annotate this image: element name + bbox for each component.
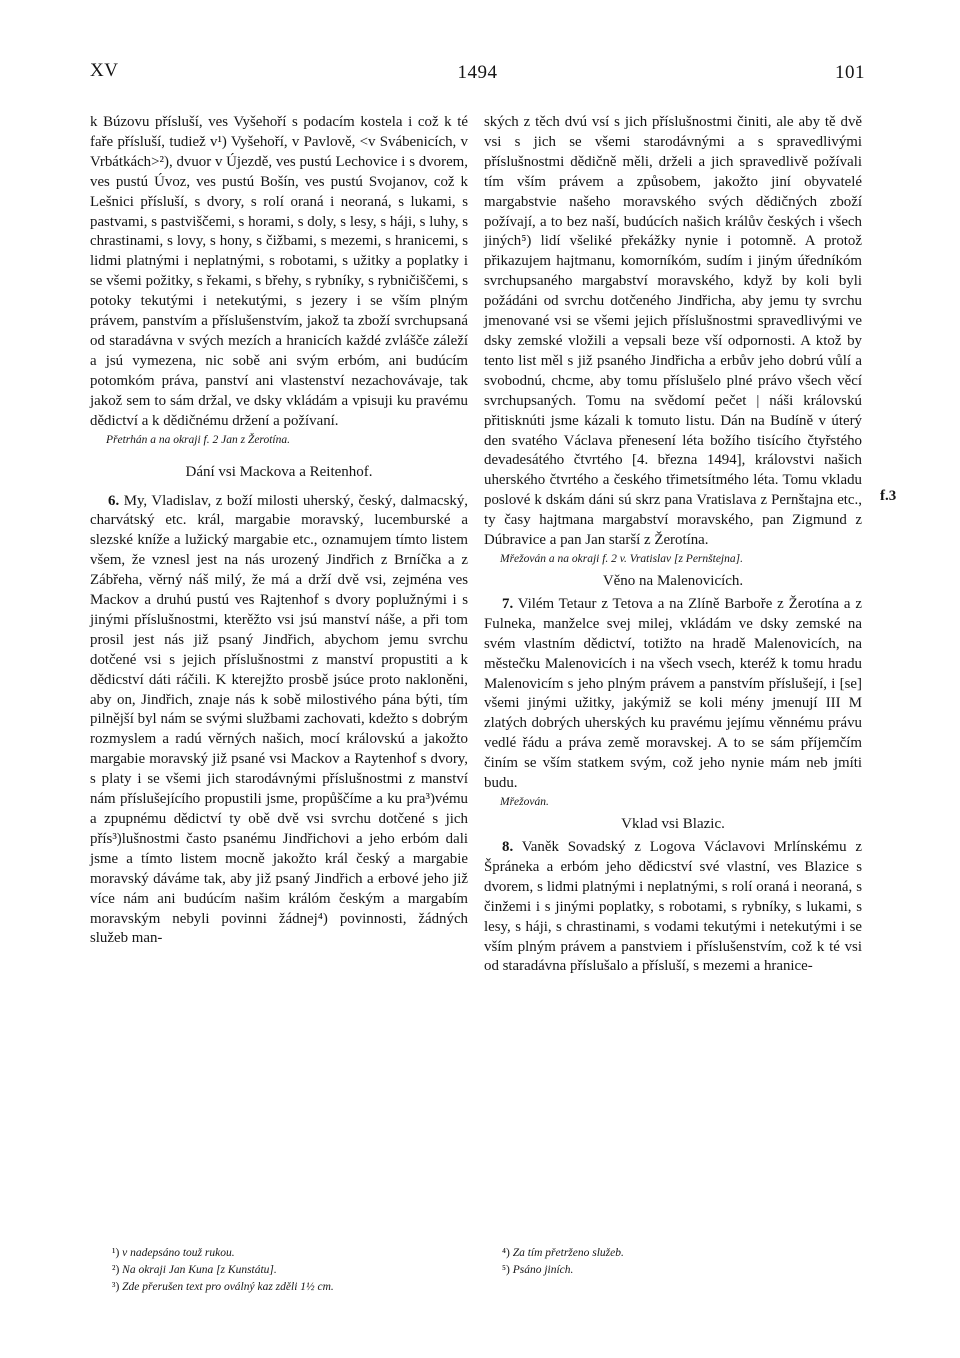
entry-7-heading: Věno na Malenovicích. <box>602 572 744 589</box>
footnotes-right <box>502 1245 862 1279</box>
entry-6-heading: Dání vsi Mackova a Reitenhof. <box>185 463 373 480</box>
footnote-1: ¹) v nadepsáno touž rukou. <box>112 1247 235 1259</box>
entry-5-continuation: k Búzovu přísluší, ves Vyšehoří s podacím kostela i což k té faře přísluší, tudiež v¹) Vyšehoří, v Pavlově, <v Svábenicích, v Vrbátkách>²), dvuor v Újezdě, ves pustú Lechovice i s dvorem, ves pustú Úvoz, ves pustú Bošín, ves pustú Svojanov, což k Lešnici přísluší, s dvory, s rolí oraná i neoraná, s lukami, s pastvami, s pastviščemi, s horami, s doly, s lesy, s háji, s luhy, s chrastinami, s lovy, s hony, s čižbami, s mezemi, s hranicemi, s lidmi platnými i neplatnými, s robotami, s užitky a poplatky i se všemi požitky, s řekami, s břehy, s rybníky, s rybničiščemi, s potoky tekutými i netekutými, s jezery i se vším plným právem, panstvím a příslušenstvím, jakož ta zboží svrchupsaná od staradávna v svých mezích a hranicích každé zvlášče záleží a jsú vymezena, nic sobě ani svým erbóm, ani budúcím potomkóm práva, panství ani vlastenství nezachovávaje, tak jakož sem to sám držal, ve dsky vkládám a vpisuji ku pravému dědictví a k dědičnému držení a požívaní. <box>90 114 468 429</box>
footnotes-left <box>112 1245 472 1296</box>
entry-6-body: My, Vladislav, z boží milosti uherský, český, dalmacský, charvátský etc. král, margabie moravský, lucemburské a slezské kníže a lužický margabie etc., oznamujem tímto listem všem, že vznesl jest na nás urozený Jindřich z Brníčka a z Zábřeha, věrný náš milý, že má a drží dvě vsi, zejména ves Mackov a druhú pustú ves Rajtenhof s dvory poplužnými i s jinými příslušnostmi, kterěžto vsi jsú manství náše, a při tom prosil jest nás již psaný Jindřich, abychom jemu svrchu dotčené vsi s jejich příslušnostmi z manství propustiti a k dědicství dáti ráčili. K kterejžto prosbě jsúce proto nakloněni, aby on, Jindřich, znaje nás k sobě milostivého pána býti, tím pilnější byl nám se svými službami zachovati, kdežto s dobrým rozmyslem a radú věrných našich, mocí královskú a jakožto margabie moravský již psané vsi Mackov a Raytenhof s dvory, s platy i se všemi jich starodávnými příslušnostmi z manství nám příslušejícího propustili jsme, propůščíme a ku pra³)vému a zpupnému dědictví ty obě dvě vsi svrchu dotčené s jich přís³)lušnostmi často psanému Jindřichovi a jeho erbóm dali jsme a tímto listem mocně jakožto král český a margabie moravský dáváme tak, aby již psaný Jindřich a erbové jeho již více nám ani budúcím našim králóm českým a margabím moravským nebyli povinni žádnej⁴) povinnosti, žádných služeb man- <box>90 492 468 947</box>
entry-6-continuation: ských z těch dvú vsí s jich příslušnostmi činiti, ale aby tě dvě vsi s jich se všemi starodávnými a s spravedlivými příslušnostmi dědičně měli, drželi a jich spravedlivě požívali tím vším právem a způsobem, jakožto jiní obyvatelé margabstvie našeho moravského svých dědičných zboží požívají, a to bez naší, budúcích našich králův českých i všech jiných⁵) lidí všeliké překážky nynie i potomně. A protož přikazujem hajtmanu, komorníkóm, sudím i jiným úředníkóm svrchupsaného margabství moravského, když by koli byli požádáni od svrchu dotčeného Jindřicha, aby jemu ty svrchu jmenované vsi se všemi jejich příslušnostmi spravedlivými ve dsky zemské vložili a vepsali beze vší odpornosti. A ktož by tento list měl s již psaného Jindřicha a erbův jeho dobrú vůlí a svobodnú, chcme, aby tomu příslušelo plné právo všech věcí svrchupsaných. Tomu na svědomí pečet | náši královskú přitisknúti jsme kázali k tomuto listu. Dán na Budíně v úterý den svatého Václava přenesení léta božího tisícího čtyřstého devadesátého čtvrtého [4. března 1494], královstvi našich uherského čtvrtého a českého třimetsítmého léta. Tomu vkladu poslové k dskám dáni sú skrz pana Vratislava z Pernštajna etc., ty časy hajtmana margabství moravského, pan Zigmund z Dúbravice a pan Jan starší z Žerotína. <box>484 114 862 549</box>
entry-6-note: Mřežován a na okraji f. 2 v. Vratislav [z Pernštejna]. <box>500 552 743 565</box>
year-heading: 1494 <box>457 62 498 83</box>
entry-7-text <box>484 595 862 794</box>
entry-7-number: 7. <box>502 595 514 612</box>
entry-8-text <box>484 838 862 977</box>
entry-6-number: 6. <box>108 492 120 509</box>
footnote-4: ⁴) Za tím přetrženo služeb. <box>502 1247 624 1259</box>
entry-8-body: Vaněk Sovadský z Logova Václavovi Mrlínskému z Špráneka a erbóm jeho dědicství své vlastní, ves Blazice s dvorem, s lidmi platnými i neplatnými, s rolí oraná i neoraná, s činžemi i s jinými poplatky, s robotami, s rybníky, s lukami, s lesy, s háji, s chrastinami, s vodami tekutými i netekutými i se vším plným právem a panstviem i příslušenstvím, což k té vsi od staradávna příslušalo a přísluší, s mezemi a hranice- <box>484 839 862 975</box>
entry-5-note: Přetrhán a na okraji f. 2 Jan z Žerotína. <box>106 433 290 446</box>
entry-8-heading: Vklad vsi Blazic. <box>621 816 725 832</box>
entry-7-body: Vilém Tetaur z Tetova a na Zlíně Barboře z Žerotína a z Fulneka, manželce svej milej, vkládám ve dsky zemské na svém vlastním dědictví, totižto na hradě Malenovicích, na městečku Malenovicích i na všech vsech, kteréž k tomu hradu Malenovicím s jeho plným právem a panstvím příslušejí, i [se] všemi jinými užitky, jakýmiž se koli mény jmenují III M zlatých dobrých uherských ku pravému jejímu věnnému právu vedlé řádu a práva země moravskej. A to se sám příjemčím činím se vším statkem svým, což jeho nynie mám neb jmíti budu. <box>484 595 862 792</box>
footnote-2: ²) Na okraji Jan Kuna [z Kunstátu]. <box>112 1264 277 1276</box>
margin-folio-mark: f.3 <box>880 488 897 504</box>
footnote-5: ⁵) Psáno jiních. <box>502 1264 574 1276</box>
entry-7-note: Mřežován. <box>500 796 549 808</box>
entry-8-number: 8. <box>502 839 514 855</box>
page-number: 101 <box>835 62 865 83</box>
footnote-3: ³) Zde přerušen text pro oválný kaz zděli 1½ cm. <box>112 1281 334 1293</box>
volume-number: XV <box>90 60 119 81</box>
running-head <box>90 60 865 86</box>
left-column <box>90 113 468 949</box>
entry-6-text <box>90 492 468 950</box>
right-column <box>484 113 862 977</box>
